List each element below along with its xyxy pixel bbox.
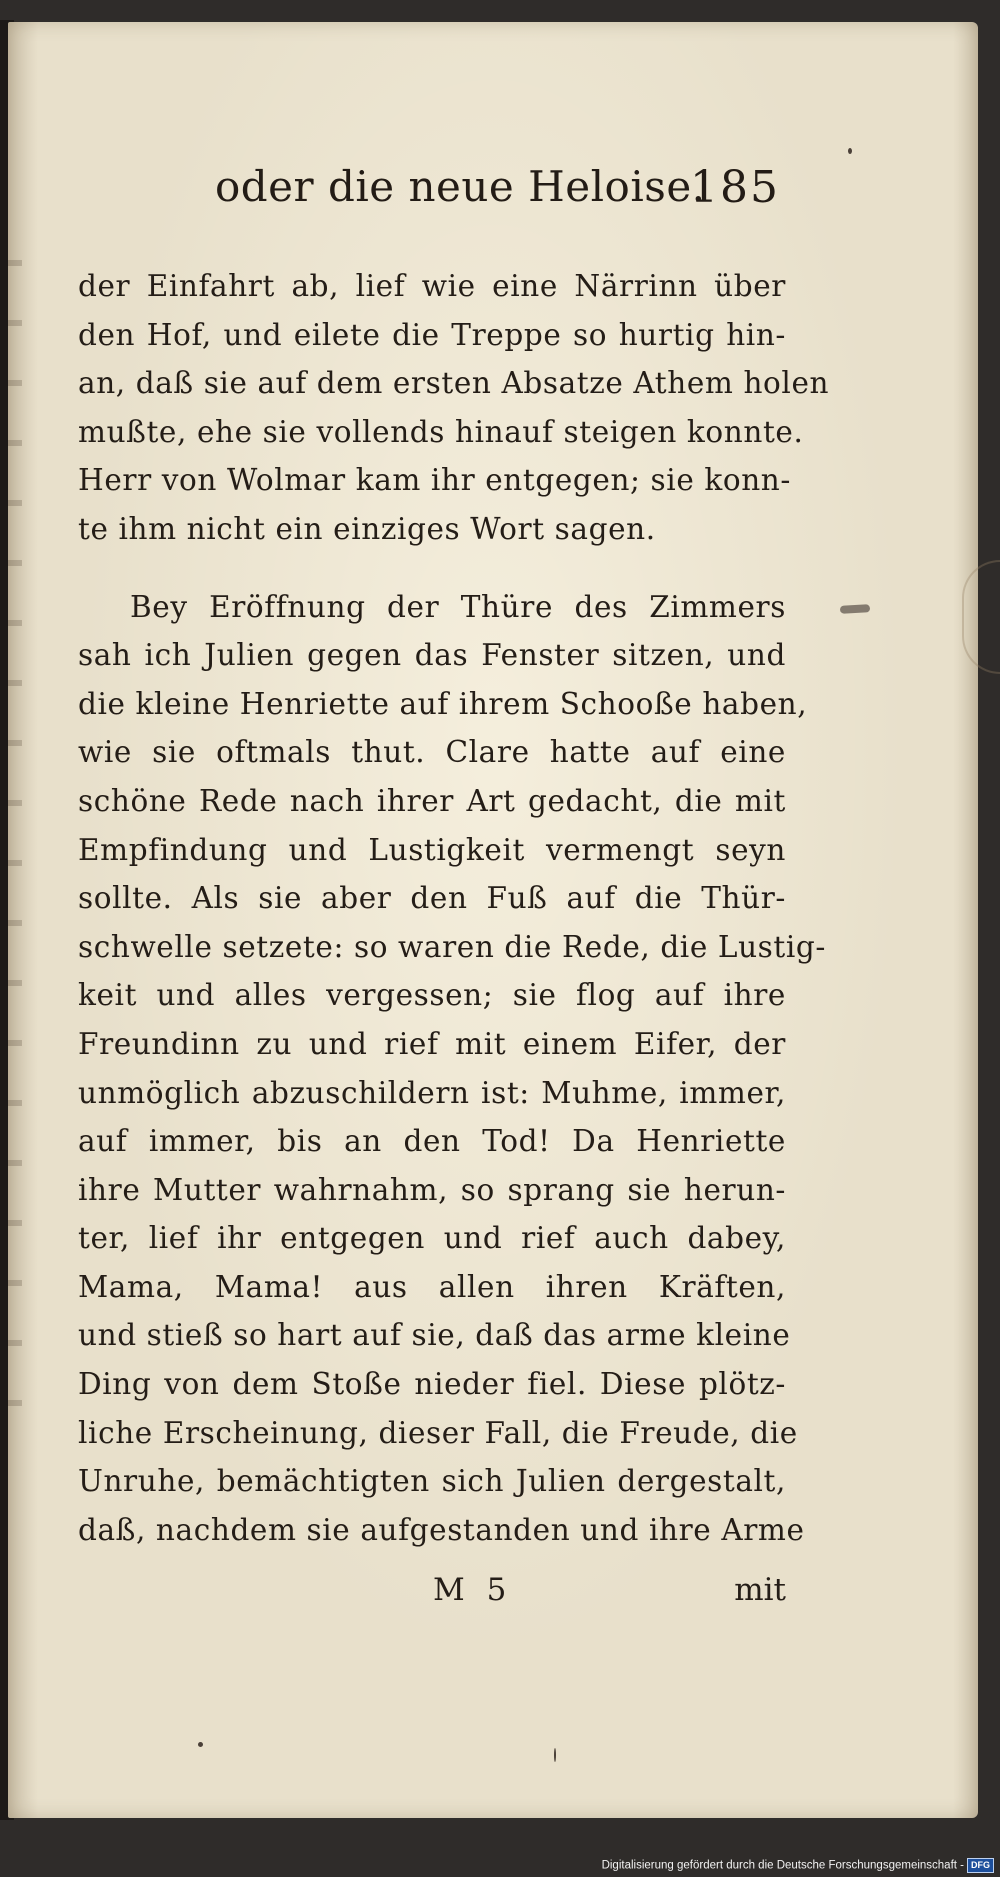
text-line: schöne Rede nach ihrer Art gedacht, die mit <box>78 783 786 818</box>
page-edge-curl <box>962 560 1000 674</box>
page-footer <box>78 1572 786 1622</box>
text-line: Mama, Mama! aus allen ihren Kräften, <box>78 1269 786 1304</box>
text-line: an, daß sie auf dem ersten Absatze Athem holen <box>78 366 830 401</box>
text-line: der Einfahrt ab, lief wie eine Närrinn über <box>78 269 786 303</box>
text-line: sah ich Julien gegen das Fenster sitzen, und <box>78 638 786 673</box>
text-line: ihre Mutter wahrnahm, so sprang sie herun- <box>78 1172 786 1207</box>
text-line: ter, lief ihr entgegen und rief auch dabey, <box>78 1221 786 1256</box>
text-line: liche Erscheinung, dieser Fall, die Freude, die <box>78 1415 798 1450</box>
text-line: daß, nachdem sie aufgestanden und ihre Arme <box>78 1512 805 1547</box>
paragraph-gap <box>78 554 786 583</box>
ink-speck <box>198 1742 203 1747</box>
text-line: den Hof, und eilete die Treppe so hurtig hin- <box>78 317 786 352</box>
text-line: te ihm nicht ein einziges Wort sagen. <box>78 511 656 546</box>
text-line: wie sie oftmals thut. Clare hatte auf eine <box>78 735 786 770</box>
ink-speck <box>848 148 852 154</box>
signature-mark: M 5 <box>433 1572 513 1608</box>
page-number: 185 <box>690 162 780 213</box>
text-line: auf immer, bis an den Tod! Da Henriette <box>78 1124 786 1159</box>
text-line: Empfindung und Lustigkeit vermengt seyn <box>78 832 786 867</box>
text-line: unmöglich abzuschildern ist: Muhme, immer, <box>78 1075 786 1110</box>
digitization-credit <box>602 1858 994 1873</box>
catchword: mit <box>734 1572 786 1608</box>
text-line: Ding von dem Stoße nieder fiel. Diese plötz- <box>78 1367 786 1402</box>
credit-bar <box>0 1855 1000 1877</box>
credit-text: Digitalisierung gefördert durch die Deutsche Forschungsgemeinschaft - <box>601 1859 964 1872</box>
text-line: Unruhe, bemächtigten sich Julien dergestalt, <box>78 1464 786 1499</box>
body-text <box>78 262 830 1554</box>
text-line: mußte, ehe sie vollends hinauf steigen konnte. <box>78 414 804 449</box>
text-line: Herr von Wolmar kam ihr entgegen; sie konn- <box>78 463 791 498</box>
margin-ink-mark <box>840 604 870 614</box>
text-line: und stieß so hart auf sie, daß das arme kleine <box>78 1318 791 1353</box>
running-head <box>215 162 780 222</box>
running-head-title: oder die neue Heloise. <box>215 162 706 211</box>
text-line: sollte. Als sie aber den Fuß auf die Thür- <box>78 881 786 916</box>
text-line: schwelle setzete: so waren die Rede, die Lustig- <box>78 929 826 964</box>
spine-shadow <box>8 260 22 1460</box>
text-line: Freundinn zu und rief mit einem Eifer, der <box>78 1026 786 1061</box>
dfg-logo: DFG <box>967 1858 994 1873</box>
ink-speck <box>554 1748 556 1762</box>
text-line: Bey Eröffnung der Thüre des Zimmers <box>130 589 786 624</box>
text-line: die kleine Henriette auf ihrem Schooße haben, <box>78 686 808 721</box>
text-line: keit und alles vergessen; sie flog auf ihre <box>78 978 786 1013</box>
